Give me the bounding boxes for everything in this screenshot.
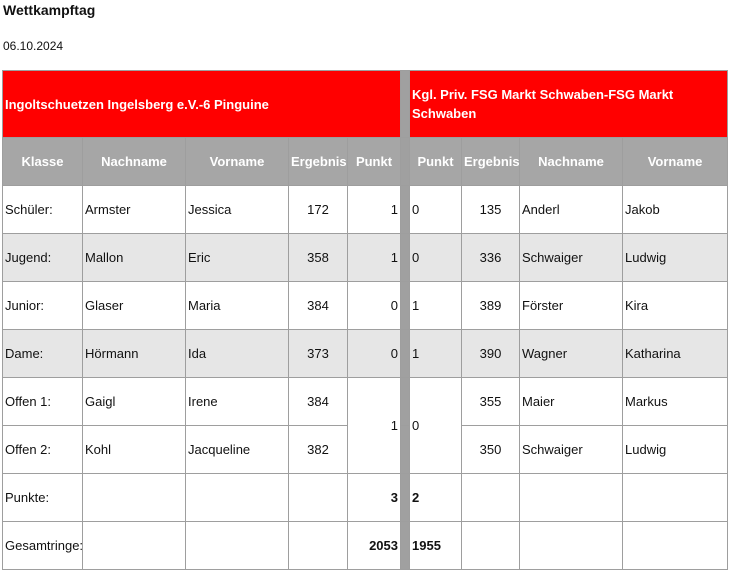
empty-cell [623,522,728,570]
klasse-cell: Offen 1: [3,378,83,426]
away-vorname-cell: Kira [623,282,728,330]
header-row [3,138,728,186]
klasse-cell: Offen 2: [3,426,83,474]
punkte-label: Punkte: [3,474,83,522]
column-separator [401,138,410,186]
away-ergebnis-cell: 390 [462,330,520,378]
empty-cell [462,474,520,522]
gesamtringe-away: 1955 [410,522,462,570]
column-separator [401,282,410,330]
column-separator [401,474,410,522]
punkte-row [3,474,728,522]
away-nachname-cell: Schwaiger [520,426,623,474]
column-separator [401,234,410,282]
offen-home-punkt-cell: 1 [348,378,401,474]
home-ergebnis-cell: 358 [289,234,348,282]
home-vorname-cell: Maria [186,282,289,330]
empty-cell [520,522,623,570]
home-ergebnis-cell: 384 [289,378,348,426]
empty-cell [186,522,289,570]
header-home-nachname: Nachname [83,138,186,186]
home-nachname-cell: Mallon [83,234,186,282]
away-punkt-cell: 0 [410,234,462,282]
header-klasse: Klasse [3,138,83,186]
table-row [3,330,728,378]
klasse-cell: Dame: [3,330,83,378]
away-vorname-cell: Jakob [623,186,728,234]
away-punkt-cell: 1 [410,330,462,378]
home-nachname-cell: Kohl [83,426,186,474]
header-away-ergebnis: Ergebnis [462,138,520,186]
away-nachname-cell: Schwaiger [520,234,623,282]
gesamtringe-label: Gesamtringe: [3,522,83,570]
home-nachname-cell: Hörmann [83,330,186,378]
away-team-name: Kgl. Priv. FSG Markt Schwaben-FSG Markt Schwaben [410,71,728,138]
away-ergebnis-cell: 350 [462,426,520,474]
away-ergebnis-cell: 135 [462,186,520,234]
away-nachname-cell: Maier [520,378,623,426]
home-ergebnis-cell: 384 [289,282,348,330]
column-separator [401,330,410,378]
away-punkt-cell: 0 [410,186,462,234]
header-away-nachname: Nachname [520,138,623,186]
empty-cell [289,522,348,570]
home-vorname-cell: Jessica [186,186,289,234]
klasse-cell: Jugend: [3,234,83,282]
home-nachname-cell: Armster [83,186,186,234]
empty-cell [462,522,520,570]
gesamtringe-row [3,522,728,570]
home-punkt-cell: 1 [348,234,401,282]
results-table [2,70,728,570]
home-nachname-cell: Gaigl [83,378,186,426]
gesamtringe-home: 2053 [348,522,401,570]
table-row [3,378,728,426]
klasse-cell: Junior: [3,282,83,330]
home-vorname-cell: Ida [186,330,289,378]
home-vorname-cell: Irene [186,378,289,426]
header-home-punkt: Punkt [348,138,401,186]
column-separator [401,186,410,234]
home-punkt-cell: 1 [348,186,401,234]
away-nachname-cell: Förster [520,282,623,330]
column-separator [401,426,410,474]
home-punkt-cell: 0 [348,330,401,378]
offen-away-punkt-cell: 0 [410,378,462,474]
away-ergebnis-cell: 355 [462,378,520,426]
home-nachname-cell: Glaser [83,282,186,330]
home-team-name: Ingoltschuetzen Ingelsberg e.V.-6 Pinguine [3,71,401,138]
empty-cell [83,522,186,570]
table-row [3,186,728,234]
home-ergebnis-cell: 172 [289,186,348,234]
header-away-vorname: Vorname [623,138,728,186]
away-nachname-cell: Anderl [520,186,623,234]
away-vorname-cell: Ludwig [623,426,728,474]
home-vorname-cell: Jacqueline [186,426,289,474]
away-vorname-cell: Katharina [623,330,728,378]
page-title: Wettkampftag [3,2,96,18]
column-separator [401,522,410,570]
home-vorname-cell: Eric [186,234,289,282]
empty-cell [289,474,348,522]
empty-cell [186,474,289,522]
header-home-vorname: Vorname [186,138,289,186]
away-punkt-cell: 1 [410,282,462,330]
punkte-away: 2 [410,474,462,522]
punkte-home: 3 [348,474,401,522]
empty-cell [623,474,728,522]
home-ergebnis-cell: 373 [289,330,348,378]
competition-date: 06.10.2024 [3,39,64,53]
header-home-ergebnis: Ergebnis [289,138,348,186]
away-vorname-cell: Markus [623,378,728,426]
home-ergebnis-cell: 382 [289,426,348,474]
away-nachname-cell: Wagner [520,330,623,378]
team-row [3,71,728,138]
klasse-cell: Schüler: [3,186,83,234]
empty-cell [83,474,186,522]
table-row [3,234,728,282]
away-vorname-cell: Ludwig [623,234,728,282]
table-row [3,282,728,330]
home-punkt-cell: 0 [348,282,401,330]
away-ergebnis-cell: 389 [462,282,520,330]
column-separator [401,71,410,138]
empty-cell [520,474,623,522]
header-away-punkt: Punkt [410,138,462,186]
column-separator [401,378,410,426]
away-ergebnis-cell: 336 [462,234,520,282]
